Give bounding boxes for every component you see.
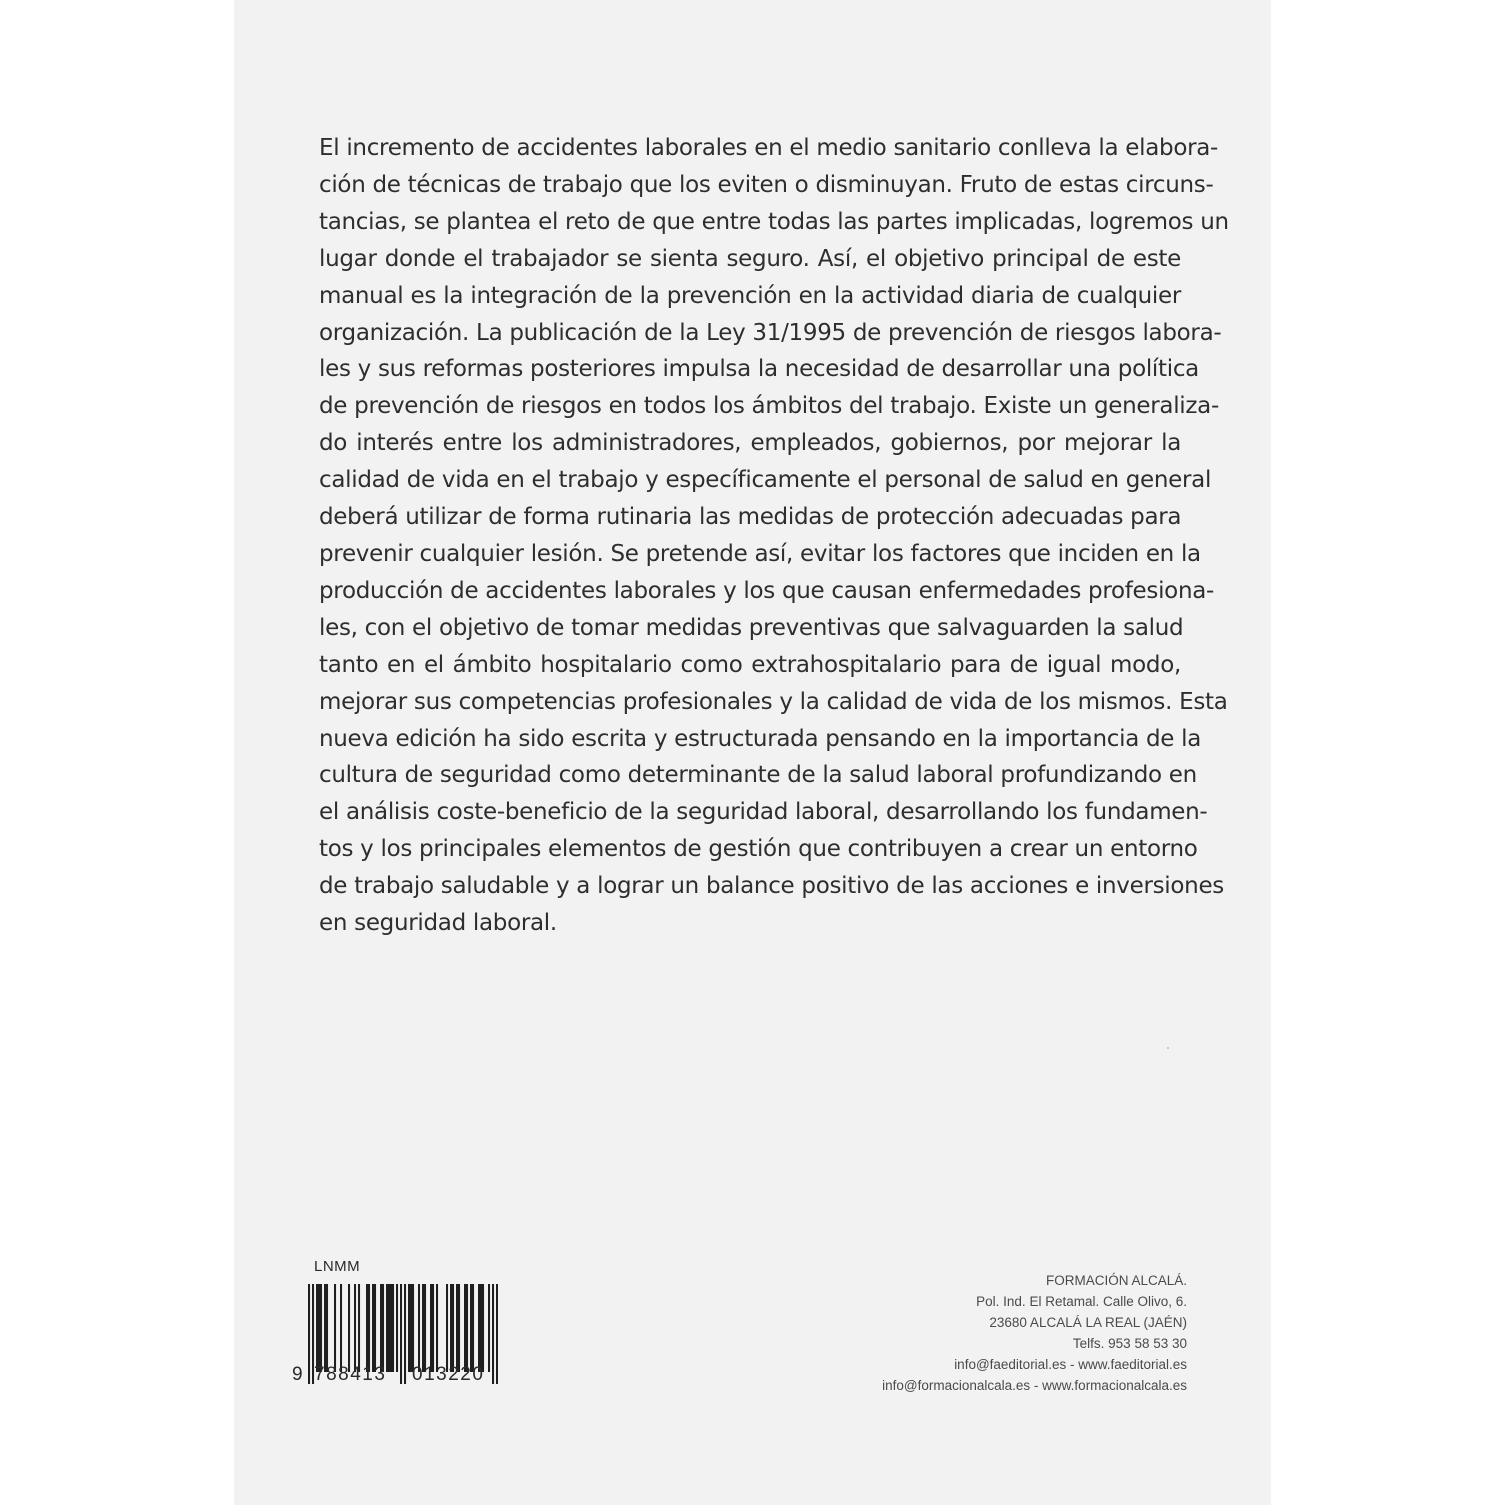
barcode-bar xyxy=(482,1284,484,1372)
text-line: en seguridad laboral. xyxy=(319,910,557,937)
barcode-digits-left: 788413 xyxy=(314,1364,387,1385)
barcode-bar xyxy=(424,1284,426,1372)
barcode-bar xyxy=(466,1284,468,1372)
barcode-bar xyxy=(408,1284,410,1372)
barcode-bar xyxy=(374,1284,376,1372)
isbn-barcode xyxy=(292,1258,502,1388)
barcode-bar xyxy=(456,1284,458,1372)
text-line: organización. La publicación de la Ley 31/1995 de prevención de riesgos labora- xyxy=(319,319,1222,346)
text-line: tos y los principales elementos de gestión que contribuyen a crear un entorno xyxy=(319,836,1198,863)
barcode-bar xyxy=(430,1284,432,1372)
barcode-bar xyxy=(354,1284,356,1372)
barcode-bar xyxy=(324,1284,326,1372)
text-line: producción de accidentes laborales y los que causan enfermedades profesiona- xyxy=(319,577,1215,604)
barcode-bar xyxy=(390,1284,392,1372)
text-line: prevenir cualquier lesión. Se pretende así, evitar los factores que inciden en la xyxy=(319,540,1201,567)
barcode-bar xyxy=(472,1284,474,1372)
barcode-bar xyxy=(392,1284,394,1372)
text-line: El incremento de accidentes laborales en el medio sanitario conlleva la elabora- xyxy=(319,135,1219,161)
barcode-bar xyxy=(318,1284,320,1372)
barcode-digit-first: 9 xyxy=(292,1364,303,1385)
barcode-bar xyxy=(372,1284,374,1372)
barcode-bar xyxy=(386,1284,388,1372)
barcode-bar xyxy=(316,1284,318,1372)
text-line: el análisis coste-beneficio de la seguridad laboral, desarrollando los fundamen- xyxy=(319,799,1208,826)
text-line: calidad de vida en el trabajo y específicamente el personal de salud en general xyxy=(319,467,1212,494)
barcode-bar xyxy=(432,1284,434,1372)
barcode-bar xyxy=(382,1284,384,1372)
barcode-bar xyxy=(436,1284,438,1372)
barcode-bar xyxy=(368,1284,370,1372)
barcode-digits-right: 013220 xyxy=(412,1364,485,1385)
publisher-city: 23680 ALCALÁ LA REAL (JAÉN) xyxy=(989,1315,1187,1330)
description-text xyxy=(319,130,1229,942)
publisher-contact: info@faeditorial.es - www.faeditorial.es xyxy=(954,1357,1187,1372)
barcode-bar xyxy=(478,1284,480,1372)
text-line: manual es la integración de la prevención en la actividad diaria de cualquier xyxy=(319,282,1181,309)
text-line: cultura de seguridad como determinante de la salud laboral profundizando en xyxy=(319,762,1197,789)
back-cover xyxy=(234,0,1271,1505)
barcode-bar xyxy=(470,1284,472,1372)
publisher-info xyxy=(882,1270,1187,1396)
barcode-bar xyxy=(308,1284,310,1384)
barcode-bar xyxy=(464,1284,466,1372)
publisher-contact: info@formacionalcala.es - www.formacionalcala.es xyxy=(882,1378,1187,1393)
barcode-bar xyxy=(492,1284,494,1384)
text-line: nueva edición ha sido escrita y estructurada pensando en la importancia de la xyxy=(319,725,1202,752)
barcode-bar xyxy=(348,1284,350,1372)
barcode-label: LNMM xyxy=(314,1258,361,1275)
barcode-bar xyxy=(326,1284,328,1372)
publisher-address: Pol. Ind. El Retamal. Calle Olivo, 6. xyxy=(976,1294,1187,1309)
text-line: lugar donde el trabajador se sienta seguro. Así, el objetivo principal de este xyxy=(319,245,1181,272)
text-line: les y sus reformas posteriores impulsa la necesidad de desarrollar una política xyxy=(319,356,1199,383)
text-line: tancias, se plantea el reto de que entre todas las partes implicadas, logremos un xyxy=(319,208,1229,235)
barcode-bar xyxy=(458,1284,460,1372)
barcode-bar xyxy=(396,1284,398,1372)
text-line: mejorar sus competencias profesionales y la calidad de vida de los mismos. Esta xyxy=(319,688,1228,715)
text-line: tanto en el ámbito hospitalario como extrahospitalario para de igual modo, xyxy=(319,651,1181,678)
publisher-phone: Telfs. 953 58 53 30 xyxy=(1072,1336,1187,1351)
barcode-bar xyxy=(380,1284,382,1372)
barcode-bar xyxy=(496,1284,498,1384)
barcode-bar xyxy=(400,1284,402,1384)
barcode-bar xyxy=(320,1284,322,1372)
text-line: de prevención de riesgos en todos los ámbitos del trabajo. Existe un generaliza- xyxy=(319,393,1219,420)
text-line: de trabajo saludable y a lograr un balance positivo de las acciones e inversiones xyxy=(319,873,1224,900)
text-line: deberá utilizar de forma rutinaria las medidas de protección adecuadas para xyxy=(319,504,1182,531)
barcode-bar xyxy=(410,1284,412,1372)
barcode-bar xyxy=(340,1284,342,1372)
barcode-bar xyxy=(388,1284,390,1372)
barcode-bar xyxy=(480,1284,482,1372)
text-line: les, con el objetivo de tomar medidas preventivas que salvaguarden la salud xyxy=(319,614,1184,641)
text-line: do interés entre los administradores, empleados, gobiernos, por mejorar la xyxy=(319,430,1181,457)
barcode-bar xyxy=(334,1284,336,1372)
barcode-bar xyxy=(452,1284,454,1372)
barcode-bar xyxy=(422,1284,424,1372)
barcode-bar xyxy=(404,1284,406,1384)
publisher-name: FORMACIÓN ALCALÁ. xyxy=(1045,1273,1187,1288)
barcode-bar xyxy=(418,1284,420,1372)
barcode-bar xyxy=(358,1284,360,1372)
barcode-bar xyxy=(412,1284,414,1372)
barcode-bar xyxy=(446,1284,448,1372)
text-line: ción de técnicas de trabajo que los eviten o disminuyan. Fruto de estas circuns- xyxy=(319,171,1214,198)
print-speck xyxy=(1167,1047,1169,1049)
barcode-bar xyxy=(488,1284,490,1372)
barcode-bar xyxy=(366,1284,368,1372)
barcode-bar xyxy=(450,1284,452,1372)
